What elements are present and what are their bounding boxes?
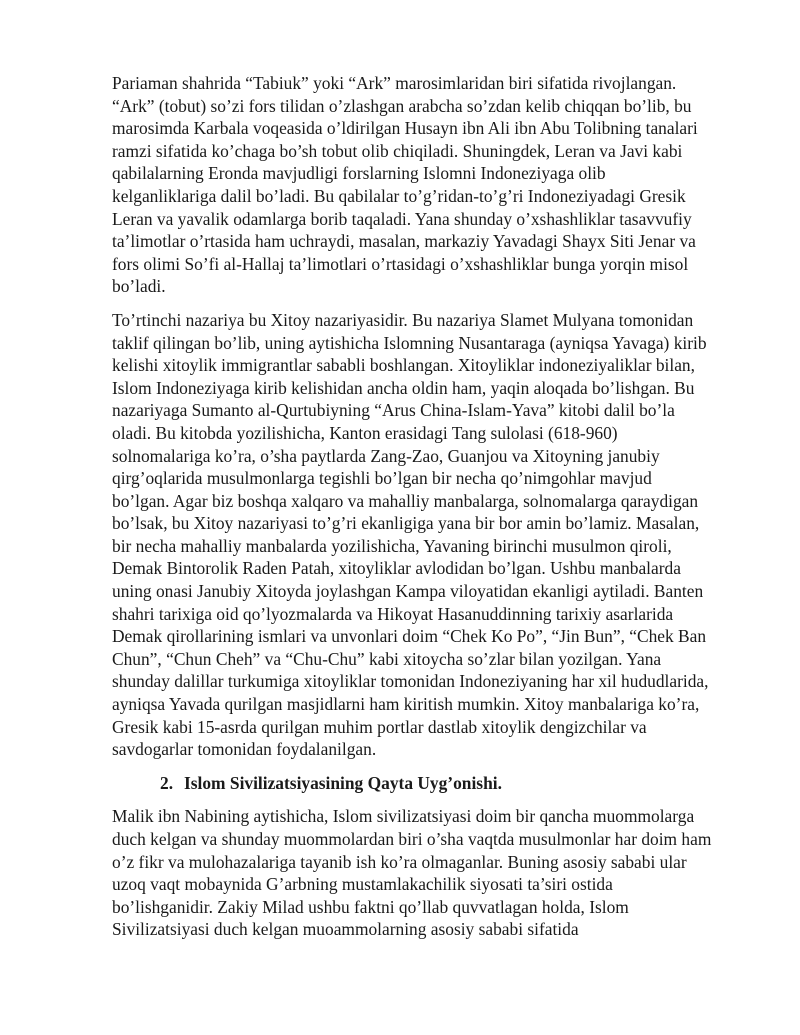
text-line: uzoq vaqt mobaynida G’arbning mustamlakachilik siyosati ta’siri ostida [112,874,613,895]
text-line: marosimda Karbala voqeasida o’ldirilgan Husayn ibn Ali ibn Abu Tolibning tanalari [112,118,698,139]
text-line: shunday dalillar turkumiga xitoyliklar tomonidan Indoneziyaning har xil hududlarida, [112,671,709,692]
text-line: Demak Bintorolik Raden Patah, xitoyliklar avlodidan bo’lgan. Ushbu manbalarda [112,558,681,579]
text-line: o’z fikr va mulohazalariga tayanib ish ko’ra olmaganlar. Buning asosiy sababi ular [112,851,687,872]
text-line: bo’lsak, bu Xitoy nazariyasi to’g’ri ekanligiga yana bir bor amin bo’lamiz. Masalan, [112,513,700,534]
text-line: Malik ibn Nabining aytishicha, Islom sivilizatsiyasi doim bir qancha muommolarga [112,806,695,827]
section-title: Islom Sivilizatsiyasining Qayta Uyg’onishi. [184,772,502,793]
text-line: Islom Indoneziyaga kirib kelishidan ancha oldin ham, yaqin aloqada bo’lishgan. Bu [112,377,695,398]
text-line: bo’lishganidir. Zakiy Milad ushbu faktni qo’llab quvvatlagan holda, Islom [112,896,629,917]
text-line: Chun”, “Chun Cheh” va “Chu-Chu” kabi xitoycha so’zlar bilan yozilgan. Yana [112,648,662,669]
text-line: oladi. Bu kitobda yozilishicha, Kanton erasidagi Tang sulolasi (618-960) [112,422,618,443]
text-line: Demak qirollarining ismlari va unvonlari doim “Chek Ko Po”, “Jin Bun”, “Chek Ban [112,626,707,647]
text-line: bir necha mahalliy manbalarda yozilishicha, Yavaning birinchi musulmon qiroli, [112,535,672,556]
text-line: To’rtinchi nazariya bu Xitoy nazariyasidir. Bu nazariya Slamet Mulyana tomonidan [112,309,694,330]
paragraph-chinese-theory [112,309,709,761]
section-heading [112,772,702,795]
text-line: savdogarlar tomonidan foydalanilgan. [112,739,377,760]
document-page [112,72,712,952]
text-line: “Ark” (tobut) so’zi fors tilidan o’zlashgan arabcha so’zdan kelib chiqqan bo’lib, bu [112,95,692,116]
text-line: duch kelgan va shunday muommolardan biri o’sha vaqtda musulmonlar har doim ham [112,829,712,849]
text-line: solnomalariga ko’ra, o’sha paytlarda Zang-Zao, Guanjou va Xitoyning janubiy [112,445,660,466]
text-line: bo’lgan. Agar biz boshqa xalqaro va mahalliy manbalarga, solnomalarga qaraydigan [112,490,699,511]
section-number: 2. [160,772,174,793]
text-line: ramzi sifatida ko’chaga bo’sh tobut olib chiqiladi. Shuningdek, Leran va Javi kabi [112,140,683,161]
text-line: qabilalarning Eronda mavjudligi forslarning Islomni Indoneziyaga olib [112,163,606,184]
paragraph-malik-ibn-nabi [112,805,712,941]
text-line: taklif qilingan bo’lib, uning aytishicha Islomning Nusantaraga (ayniqsa Yavaga) kirib [112,332,707,353]
text-line: nazariyaga Sumanto al-Qurtubiyning “Arus China-Islam-Yava” kitobi dalil bo’la [112,400,675,421]
text-line: kelganliklariga dalil bo’ladi. Bu qabilalar to’g’ridan-to’g’ri Indoneziyadagi Gresik [112,185,686,206]
text-line: qirg’oqlarida musulmonlarga tegishli bo’lgan bir necha qo’nimgohlar mavjud [112,468,652,489]
text-line: Gresik kabi 15-asrda qurilgan muhim portlar dastlab xitoylik dengizchilar va [112,716,647,737]
text-line: uning onasi Janubiy Xitoyda joylashgan Kampa viloyatidan ekanligi aytiladi. Banten [112,581,704,602]
text-line: Sivilizatsiyasi duch kelgan muoammolarning asosiy sababi sifatida [112,919,579,940]
paragraph-ark-tradition [112,72,702,298]
text-line: Pariaman shahrida “Tabiuk” yoki “Ark” marosimlaridan biri sifatida rivojlangan. [112,73,677,93]
text-line: ayniqsa Yavada qurilgan masjidlarni ham kiritish mumkin. Xitoy manbalariga ko’ra, [112,694,700,715]
text-line: fors olimi So’fi al-Hallaj ta’limotlari o’rtasidagi o’xshashliklar bunga yorqin misol [112,253,689,274]
text-line: shahri tarixiga oid qo’lyozmalarda va Hikoyat Hasanuddinning tarixiy asarlarida [112,603,674,624]
text-line: bo’ladi. [112,276,166,297]
text-line: ta’limotlar o’rtasida ham uchraydi, masalan, markaziy Yavadagi Shayx Siti Jenar va [112,231,696,252]
text-line: kelishi xitoylik immigrantlar sababli boshlangan. Xitoyliklar indoneziyaliklar bilan, [112,355,695,376]
text-line: Leran va yavalik odamlarga borib taqaladi. Yana shunday o’xshashliklar tasavvufiy [112,208,692,229]
